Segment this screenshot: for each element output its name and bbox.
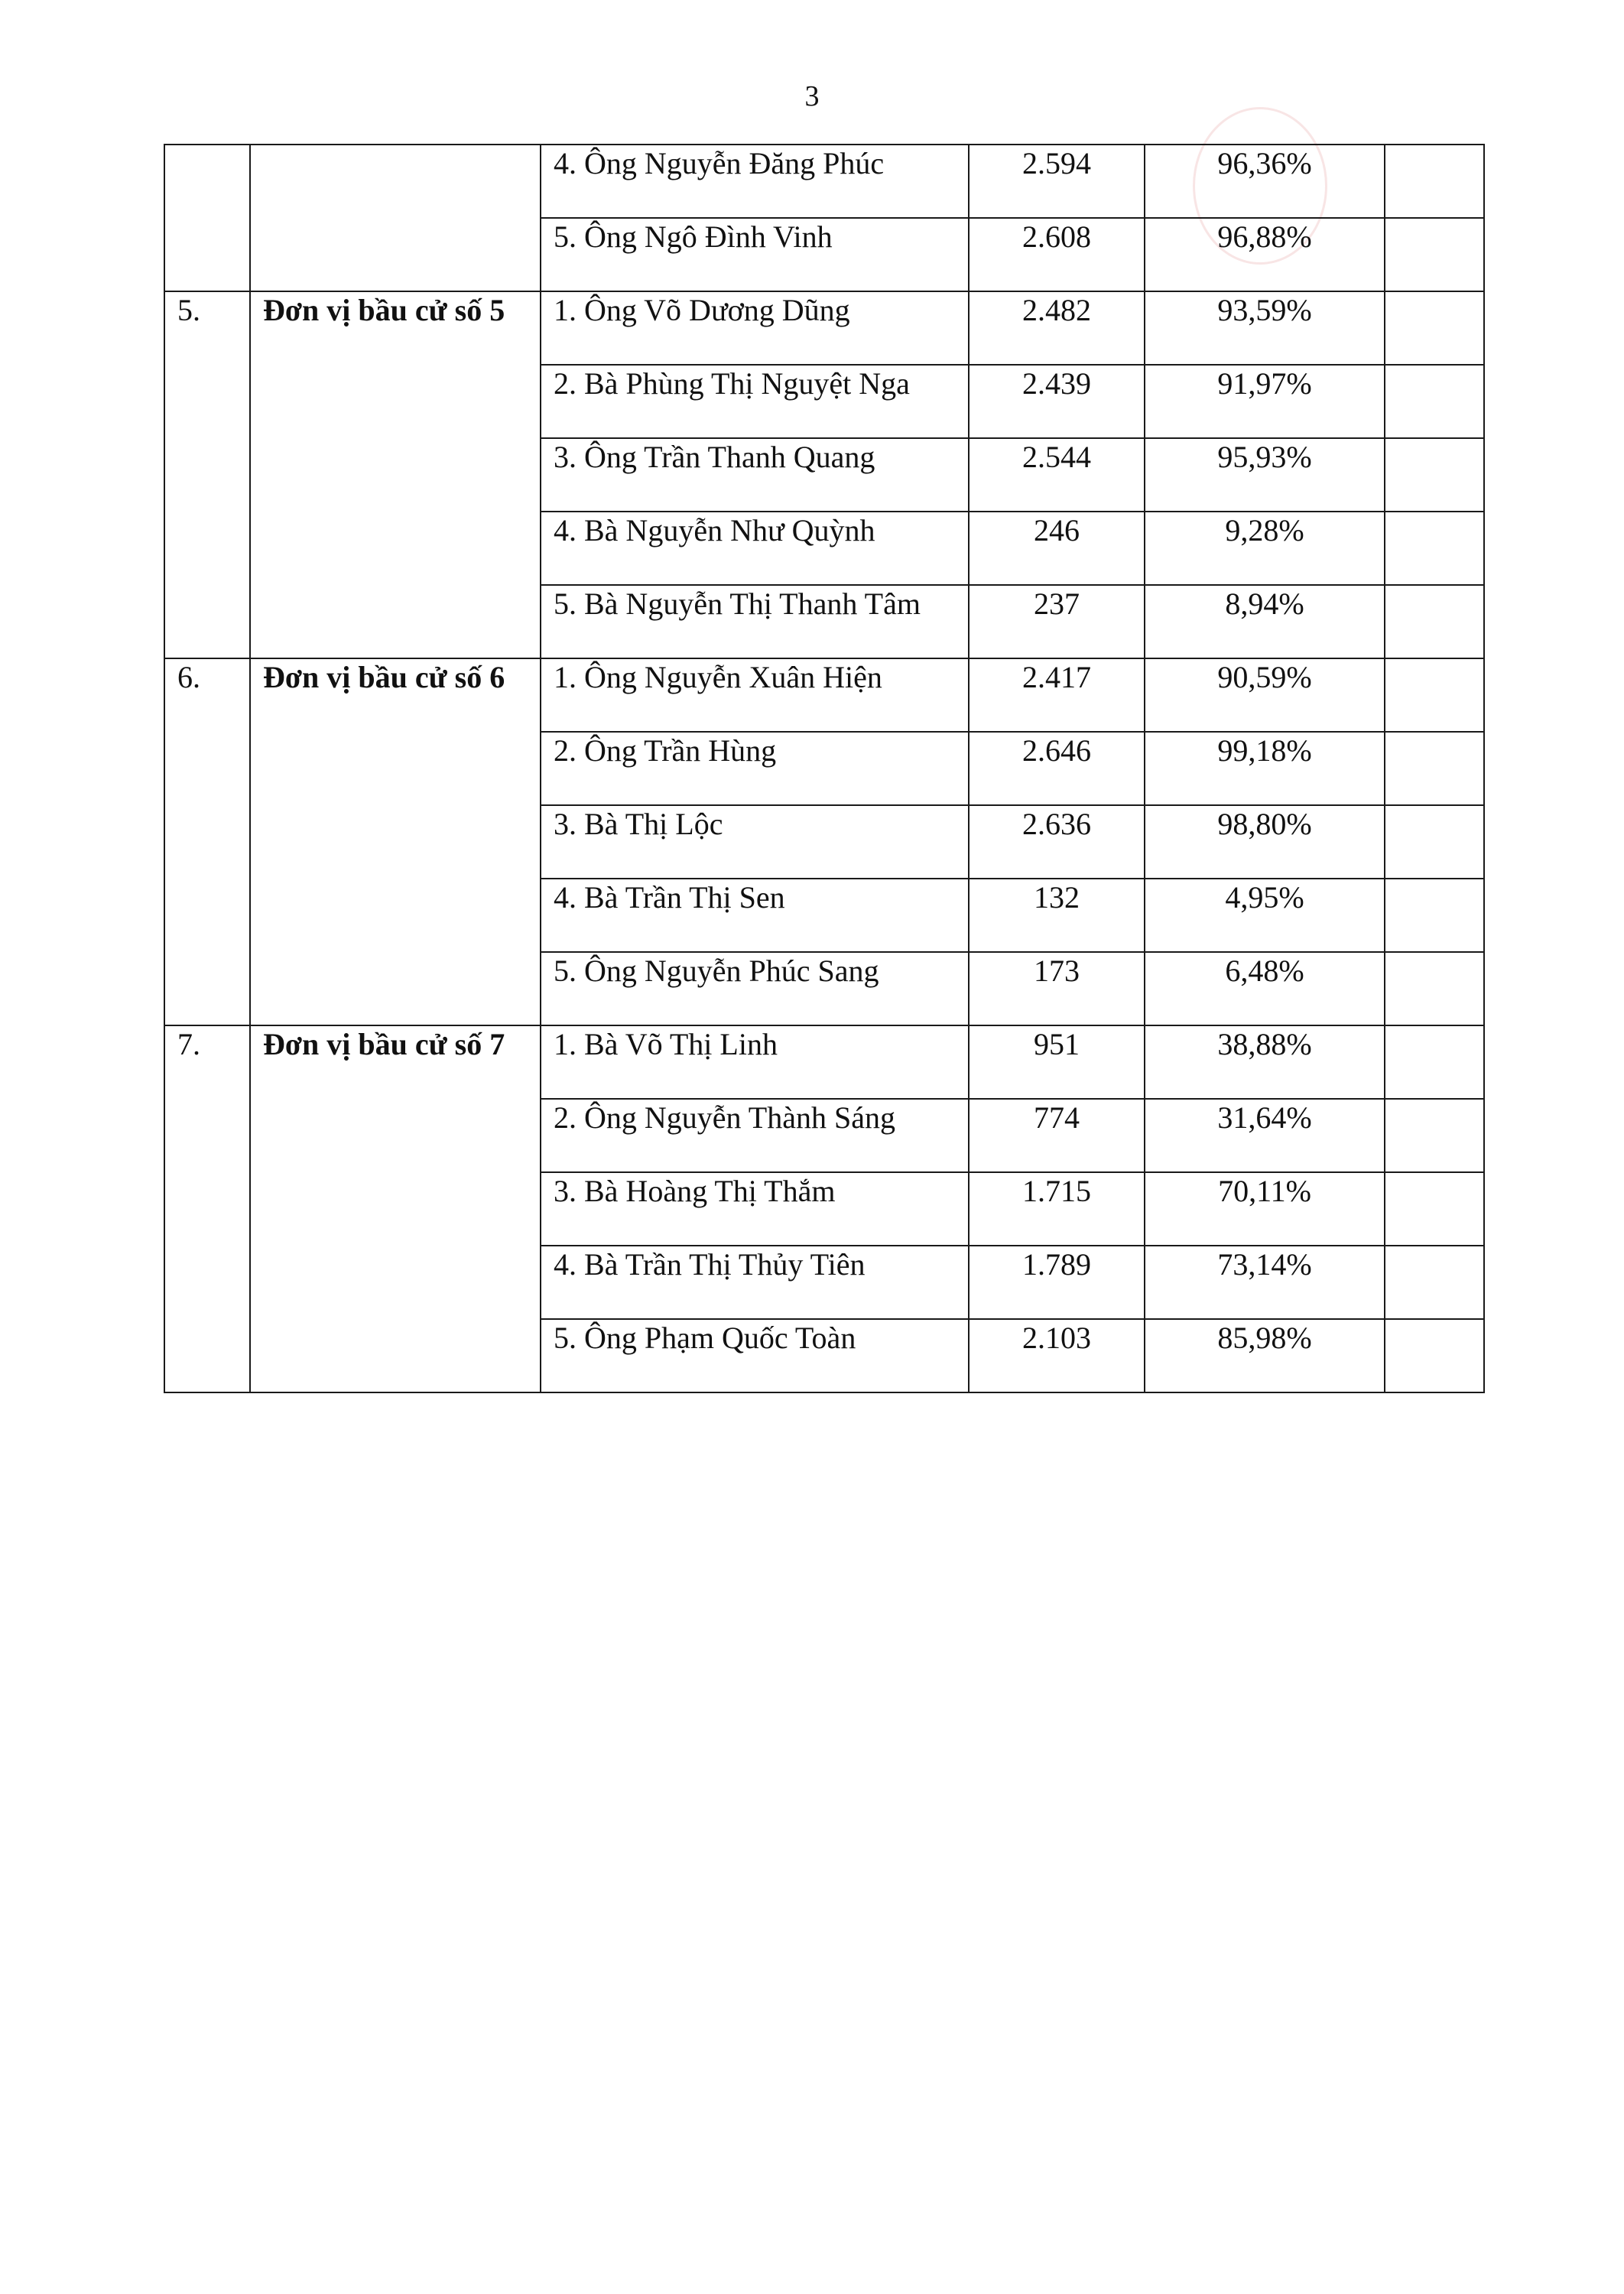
candidate-name-cell: 2. Ông Trần Hùng [541,732,969,805]
table-row [164,1025,1484,1099]
candidate-name-cell: 4. Bà Trần Thị Thủy Tiên [541,1246,969,1319]
candidate-name-cell: 3. Bà Thị Lộc [541,805,969,879]
vote-percent-cell: 70,11% [1145,1172,1385,1246]
candidate-name-cell: 4. Bà Nguyễn Như Quỳnh [541,512,969,585]
vote-percent-cell: 8,94% [1145,585,1385,658]
vote-percent-cell: 93,59% [1145,291,1385,365]
candidate-name-cell: 5. Ông Phạm Quốc Toàn [541,1319,969,1392]
unit-number-cell: 5. [164,291,250,658]
vote-percent-cell: 99,18% [1145,732,1385,805]
notes-cell [1385,805,1484,879]
notes-cell [1385,365,1484,438]
candidate-name-cell: 5. Ông Nguyễn Phúc Sang [541,952,969,1025]
vote-count-cell: 2.594 [969,145,1145,218]
candidate-name-cell: 2. Ông Nguyễn Thành Sáng [541,1099,969,1172]
vote-percent-cell: 95,93% [1145,438,1385,512]
vote-percent-cell: 85,98% [1145,1319,1385,1392]
notes-cell [1385,1319,1484,1392]
notes-cell [1385,438,1484,512]
vote-percent-cell: 38,88% [1145,1025,1385,1099]
candidate-name-cell: 5. Ông Ngô Đình Vinh [541,218,969,291]
notes-cell [1385,1099,1484,1172]
election-results-table [164,144,1485,1393]
vote-count-cell: 132 [969,879,1145,952]
vote-count-cell: 951 [969,1025,1145,1099]
candidate-name-cell: 1. Bà Võ Thị Linh [541,1025,969,1099]
electoral-unit-cell: Đơn vị bầu cử số 6 [250,658,541,1025]
vote-count-cell: 2.417 [969,658,1145,732]
page-number: 3 [804,80,820,112]
vote-percent-cell: 6,48% [1145,952,1385,1025]
notes-cell [1385,512,1484,585]
notes-cell [1385,658,1484,732]
vote-count-cell: 2.439 [969,365,1145,438]
candidate-name-cell: 1. Ông Võ Dương Dũng [541,291,969,365]
unit-number-cell: 7. [164,1025,250,1392]
vote-percent-cell: 9,28% [1145,512,1385,585]
candidate-name-cell: 3. Ông Trần Thanh Quang [541,438,969,512]
notes-cell [1385,1025,1484,1099]
table-row [164,291,1484,365]
vote-count-cell: 2.544 [969,438,1145,512]
notes-cell [1385,291,1484,365]
vote-count-cell: 237 [969,585,1145,658]
vote-percent-cell: 90,59% [1145,658,1385,732]
vote-percent-cell: 98,80% [1145,805,1385,879]
vote-percent-cell: 4,95% [1145,879,1385,952]
candidate-name-cell: 5. Bà Nguyễn Thị Thanh Tâm [541,585,969,658]
notes-cell [1385,1172,1484,1246]
candidate-name-cell: 3. Bà Hoàng Thị Thắm [541,1172,969,1246]
vote-count-cell: 2.482 [969,291,1145,365]
vote-count-cell: 246 [969,512,1145,585]
notes-cell [1385,732,1484,805]
notes-cell [1385,218,1484,291]
vote-count-cell: 774 [969,1099,1145,1172]
vote-count-cell: 2.646 [969,732,1145,805]
table-row [164,145,1484,218]
notes-cell [1385,1246,1484,1319]
notes-cell [1385,952,1484,1025]
candidate-name-cell: 4. Bà Trần Thị Sen [541,879,969,952]
vote-percent-cell: 91,97% [1145,365,1385,438]
vote-count-cell: 2.636 [969,805,1145,879]
vote-percent-cell: 96,36% [1145,145,1385,218]
vote-count-cell: 1.715 [969,1172,1145,1246]
candidate-name-cell: 4. Ông Nguyễn Đăng Phúc [541,145,969,218]
vote-percent-cell: 31,64% [1145,1099,1385,1172]
notes-cell [1385,145,1484,218]
vote-count-cell: 173 [969,952,1145,1025]
notes-cell [1385,585,1484,658]
notes-cell [1385,879,1484,952]
electoral-unit-cell [250,145,541,291]
vote-percent-cell: 96,88% [1145,218,1385,291]
vote-count-cell: 2.103 [969,1319,1145,1392]
vote-percent-cell: 73,14% [1145,1246,1385,1319]
unit-number-cell [164,145,250,291]
table-row [164,658,1484,732]
electoral-unit-cell: Đơn vị bầu cử số 7 [250,1025,541,1392]
vote-count-cell: 1.789 [969,1246,1145,1319]
vote-count-cell: 2.608 [969,218,1145,291]
electoral-unit-cell: Đơn vị bầu cử số 5 [250,291,541,658]
results-table-body [164,145,1484,1392]
unit-number-cell: 6. [164,658,250,1025]
candidate-name-cell: 1. Ông Nguyễn Xuân Hiện [541,658,969,732]
candidate-name-cell: 2. Bà Phùng Thị Nguyệt Nga [541,365,969,438]
